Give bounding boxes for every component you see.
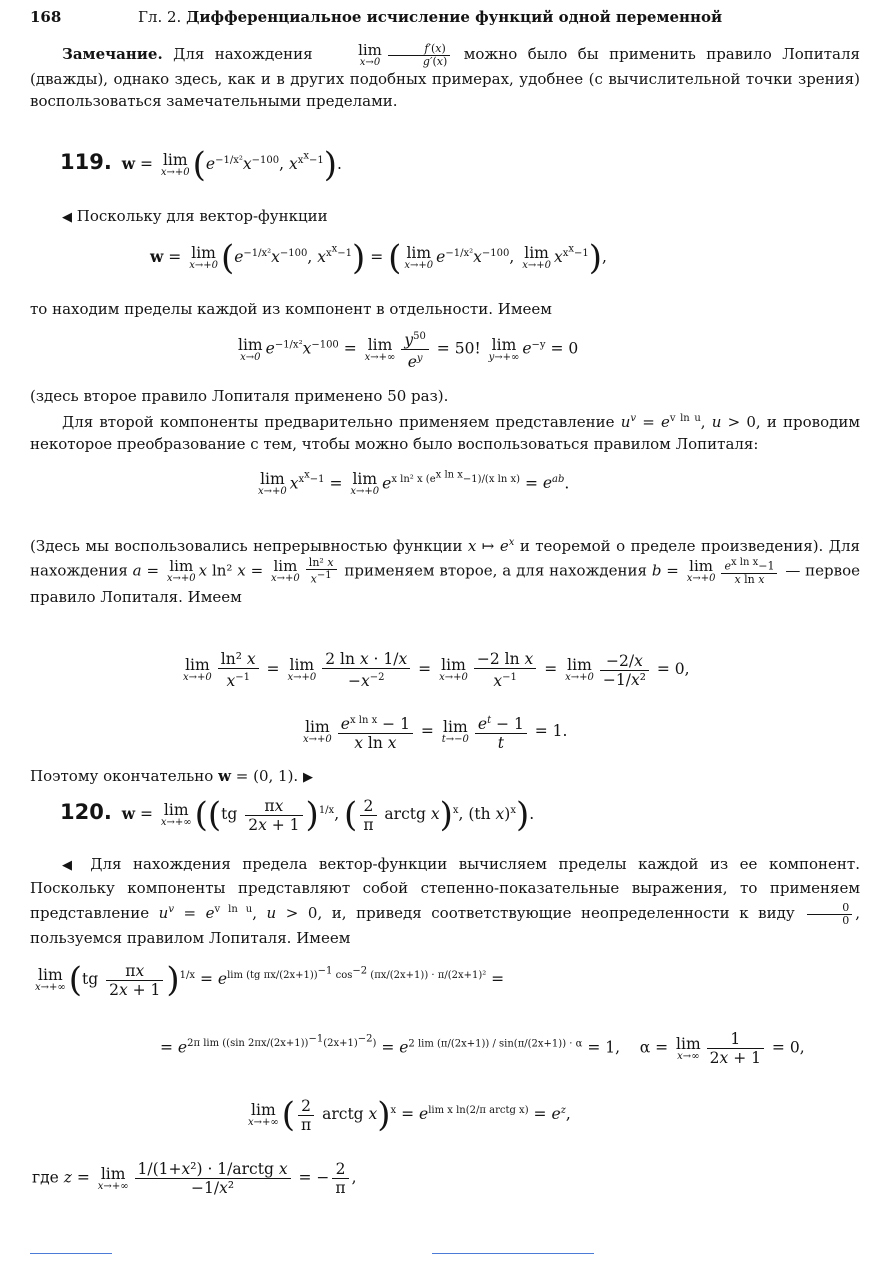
start-triangle-icon: ◀ — [62, 210, 72, 225]
problem-119-para4: (Здесь мы воспользовались непрерывностью функции x ↦ $e^x$ и теоремой о пределе произведения). Для нахождения a = lim x→+0 x ln² x = lim x→+0 $\frac{\text{ln² x}}{x^{-1}}$ применяем второе, а для нахождения b = lim x→+0 $\frac{e^{x ln x}-1}{\text{x ln x}}$ — первое правило Лопиталя. Имеем — [30, 537, 861, 606]
remark-text-b: можно было бы применить правило Лопиталя (дважды), однако здесь, как и в других подобных примерах, удобнее (с вычислительной точки зрения) воспользоваться замечательными пределами. — [30, 45, 860, 110]
footer-link-line[interactable] — [432, 1253, 594, 1254]
chapter-number: Гл. 2. — [138, 8, 182, 26]
problem-119-para1: то находим пределы каждой из компонент в отдельности. Имеем — [30, 300, 552, 318]
formula-second-component: lim x→+0 $x^{x^x-1}$ = lim x→+0 $e^{x ln^2 x (e^{x ln x}-1)/(x ln x)} = e^{ab}$. — [258, 470, 570, 498]
chapter-title: Дифференциальное исчисление функций одной переменной — [186, 8, 723, 26]
formula-120-z: где z = lim x→+∞ $\frac{\text{1/(1+x²) · 1/arctg x}}{\text{−1/x²}}$ = − $\frac{2}{\pi}$ , — [32, 1160, 357, 1197]
problem-number: 119. — [60, 150, 112, 174]
para4d-text: — первое правило Лопиталя. Имеем — [30, 561, 861, 606]
para4c-text: применяем второе, а для нахождения — [344, 561, 647, 580]
formula-120-first: lim x→+∞ (tg $\frac{\pi x}{2x + 1}$ )$^{1/x} = e^{lim (tg \pi x/(2x+1))^{-1} cos^{-2} (\pi x/(2x+1)) \cdot \pi/(2x+1)^2}$ = — [35, 960, 505, 1000]
para4b-text: и теоремой о пределе произведения). Для нахождения — [30, 537, 860, 580]
formula-limit-a: lim x→+0 $\frac{\text{ln² x}}{x^{-1}}$ = lim x→+0 $\frac{\text{2 ln x · 1/x}}{-x^{-2}}$ = lim x→+0 $\frac{\text{−2 ln x}}{x^{-1}}$ = lim x→+0 $\frac{-2/x}{\text{−1/x²}}$ = 0, — [183, 650, 690, 691]
para1c-text: пользуемся правилом Лопиталя. Имеем — [30, 928, 351, 947]
para4-text: (Здесь мы воспользовались непрерывностью функции — [30, 537, 463, 555]
problem-119-intro — [30, 205, 860, 229]
formula-120-second: = $e^{2\pi lim ((sin 2\pi x/(2x+1))^{-1}(2x+1)^{-2})} = e^{2 lim (\pi/(2x+1)) / sin(\pi/(2x+1)) \cdot \alpha} = 1$, α = lim x→∞ $\frac{1}{2x + 1}$ = 0, — [160, 1030, 805, 1067]
formula-inline: lim x→0 — [358, 41, 382, 68]
footer-link-line[interactable] — [30, 1253, 112, 1254]
problem-119-para3: Для второй компоненты предварительно применяем представление $u^v = e^{v ln u}$, u > 0, и проводим некоторое преобразование с тем, чтобы можно было воспользоваться правилом Лопиталя: — [30, 413, 860, 453]
remark-paragraph — [30, 42, 860, 112]
problem-number: 120. — [60, 800, 112, 824]
formula-120-third: lim x→+∞ ( $\frac{2}{\pi}$ arctg $x)^x = e^{lim x ln(2/\pi arctg x)} = e^z$, — [248, 1095, 571, 1135]
problem-119-para2: (здесь второе правило Лопиталя применено 50 раз). — [30, 387, 449, 405]
problem-119-final: Поэтому окончательно w = (0, 1). ▶ — [30, 767, 313, 785]
para3-text: Для второй компоненты предварительно применяем представление — [62, 413, 615, 431]
start-triangle-icon: ◀ — [62, 858, 79, 873]
remark-text-a: Для нахождения — [173, 45, 313, 63]
page-header — [30, 8, 863, 30]
intro-text: Поскольку для вектор-функции — [76, 207, 328, 225]
para1b-text: и, приведя соответствующие неопределенности к виду — [331, 904, 795, 922]
formula-limit-b: lim x→+0 $\frac{e^{x ln x} - 1}{\text{x ln x}}$ = lim t→−0 $\frac{e^t - 1}{t}$ = 1. — [300, 712, 567, 752]
problem-120-statement: 120. w = lim x→+∞ ((tg $\frac{\pi x}{2x + 1}$ )$^{1/x}$, ( $\frac{2}{\pi}$ arctg x)$^x$, (th x)$^x$). — [60, 795, 535, 835]
running-title — [138, 8, 722, 26]
final-text: Поэтому окончательно — [30, 767, 214, 785]
para1-text: Для нахождения предела вектор-функции вычисляем пределы каждой из ее компонент. Поскольку компоненты представляют собой степенно-показательные выражения, то применяем представление — [30, 855, 860, 922]
formula-inline: $\frac{0}{0}$ — [807, 902, 852, 927]
where-text: где — [32, 1168, 59, 1187]
end-triangle-icon: ▶ — [302, 770, 313, 785]
problem-120-para1: ◀ Для нахождения предела вектор-функции вычисляем пределы каждой из ее компонент. Поскольку компоненты представляют собой степенно-показательные выражения, то применяем представление $u^v = e^{v ln u}$, u > 0, и, приведя соответствующие неопределенности к виду $\frac{0}{0}$ , пользуемся правилом Лопиталя. Имеем — [30, 855, 860, 947]
para3b-text: и проводим некоторое преобразование с тем, чтобы можно было воспользоваться правилом Лопиталя: — [30, 413, 860, 453]
formula-inline: $\frac{f'(x)}{g'(x)}$ — [388, 43, 450, 68]
formula-vector-limit: w = lim x→+0 ($e^{-1/x^2}x^{-100}$, $x^{x^x-1}$) = ( lim x→+0 $e^{-1/x^2}x^{-100}$, lim x→+0 $x^{x^x-1}$), — [150, 238, 607, 278]
problem-119-statement: 119. w = lim x→+0 ($e^{-1/x^2}x^{-100}$, $x^{x^x-1}$). — [60, 145, 342, 185]
page-number: 168 — [30, 8, 62, 26]
remark-label: Замечание. — [62, 45, 163, 63]
formula-first-component: lim x→0 $e^{-1/x^2}x^{-100}$ = lim x→+∞ $\frac{y^{50}}{e^y}$ = 50! lim y→+∞ $e^{-y} = 0$ — [235, 328, 578, 371]
